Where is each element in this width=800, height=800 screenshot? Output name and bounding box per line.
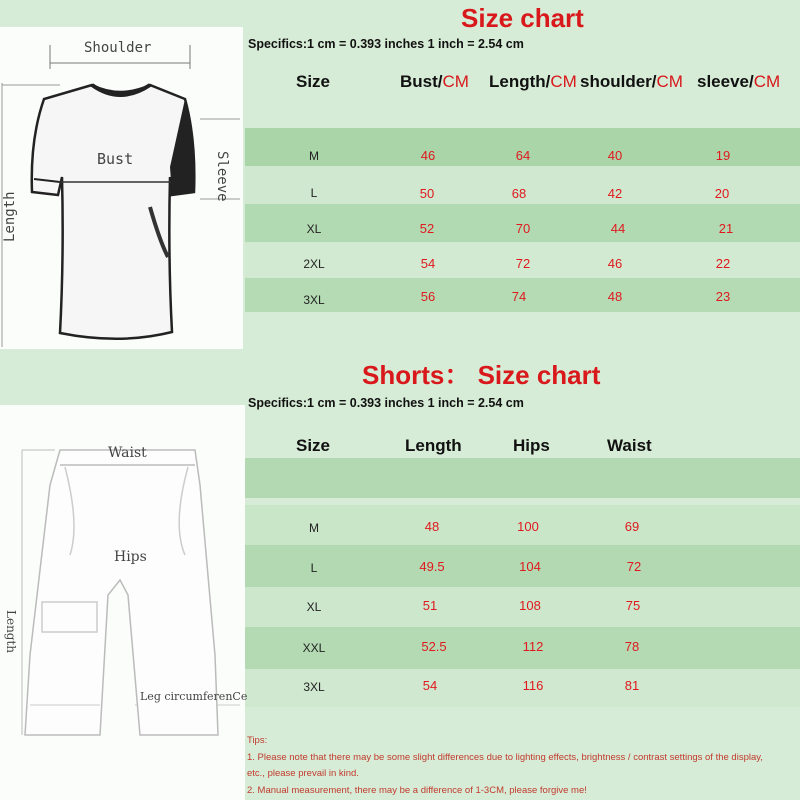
table-cell: 81 [624,678,640,693]
leg-circumference-label: Leg circumferenCe [140,690,248,703]
hips-label: Hips [114,549,147,565]
table-cell: 75 [625,598,641,613]
table-cell: 54 [420,256,436,271]
table-cell: 52.5 [421,639,447,654]
table-row-size: L [310,561,318,575]
table-cell: 78 [624,639,640,654]
shirt-header-shoulder: shoulder/CM [580,72,683,91]
table-cell: 46 [420,148,436,163]
table-cell: 52 [419,221,435,236]
table-cell: 23 [715,289,731,304]
table-cell: 46 [607,256,623,271]
shirt-header-size: Size [296,72,331,91]
table-cell: 44 [610,221,626,236]
table-cell: 116 [522,678,544,693]
shirt-header-sleeve: sleeve/CM [697,72,781,91]
shorts-header-size: Size [296,436,331,455]
table-cell: 64 [515,148,531,163]
table-cell: 68 [511,186,527,201]
table-cell: 40 [607,148,623,163]
table-cell: 72 [515,256,531,271]
shorts-header-hips: Hips [513,436,550,455]
table-row-size: 2XL [303,257,325,271]
table-cell: 22 [715,256,731,271]
table-row-size: XL [306,600,322,614]
table-row-size: M [309,521,319,535]
shoulder-label: Shoulder [84,40,152,56]
table-row-size: XL [306,222,322,236]
tips-line: 1. Please note that there may be some slight differences due to lighting effects, brightness / contrast settings of the display, [247,752,763,763]
table-cell: 48 [424,519,440,534]
bust-label: Bust [97,150,134,168]
table-cell: 100 [517,519,539,534]
tips-line: etc., please prevail in kind. [247,768,359,779]
table-row-size: 3XL [303,680,325,694]
table-cell: 19 [715,148,731,163]
shorts-header-length: Length [405,436,462,455]
tshirt-icon [0,27,243,349]
table-row-size: XXL [302,641,326,655]
table-row-size: 3XL [303,293,325,307]
table-cell: 51 [422,598,438,613]
table-cell: 42 [607,186,623,201]
table-cell: 21 [718,221,734,236]
shorts-icon [0,405,248,800]
table-cell: 104 [519,559,541,574]
table-cell: 74 [511,289,527,304]
table-cell: 69 [624,519,640,534]
shorts-diagram-panel [0,405,248,800]
tshirt-diagram-panel [0,27,243,349]
tips-line: 2. Manual measurement, there may be a difference of 1-3CM, please forgive me! [247,785,587,796]
shorts-header-waist: Waist [607,436,652,455]
length-label: Length [2,191,18,242]
shorts-specifics: Specifics:1 cm = 0.393 inches 1 inch = 2.54 cm [248,396,524,410]
table-cell: 49.5 [419,559,445,574]
table-cell: 72 [626,559,642,574]
table-cell: 56 [420,289,436,304]
table-cell: 50 [419,186,435,201]
shorts-size-chart-title: Shorts： Size chart [362,360,601,390]
table-cell: 20 [714,186,730,201]
shirt-header-length: Length/CM [489,72,577,91]
table-row-size: L [310,186,318,200]
shirt-specifics: Specifics:1 cm = 0.393 inches 1 inch = 2.54 cm [248,37,524,51]
waist-label: Waist [108,445,147,461]
table-cell: 108 [519,598,541,613]
table-stripe [245,458,800,498]
table-cell: 54 [422,678,438,693]
shirt-header-bust: Bust/CM [400,72,469,91]
shirt-size-chart-title: Size chart [461,3,584,33]
table-cell: 48 [607,289,623,304]
table-row-size: M [309,149,319,163]
shorts-length-label: Length [4,610,18,654]
sleeve-label: Sleeve [214,151,230,202]
table-cell: 112 [522,639,544,654]
table-cell: 70 [515,221,531,236]
tips-heading: Tips: [247,735,268,746]
